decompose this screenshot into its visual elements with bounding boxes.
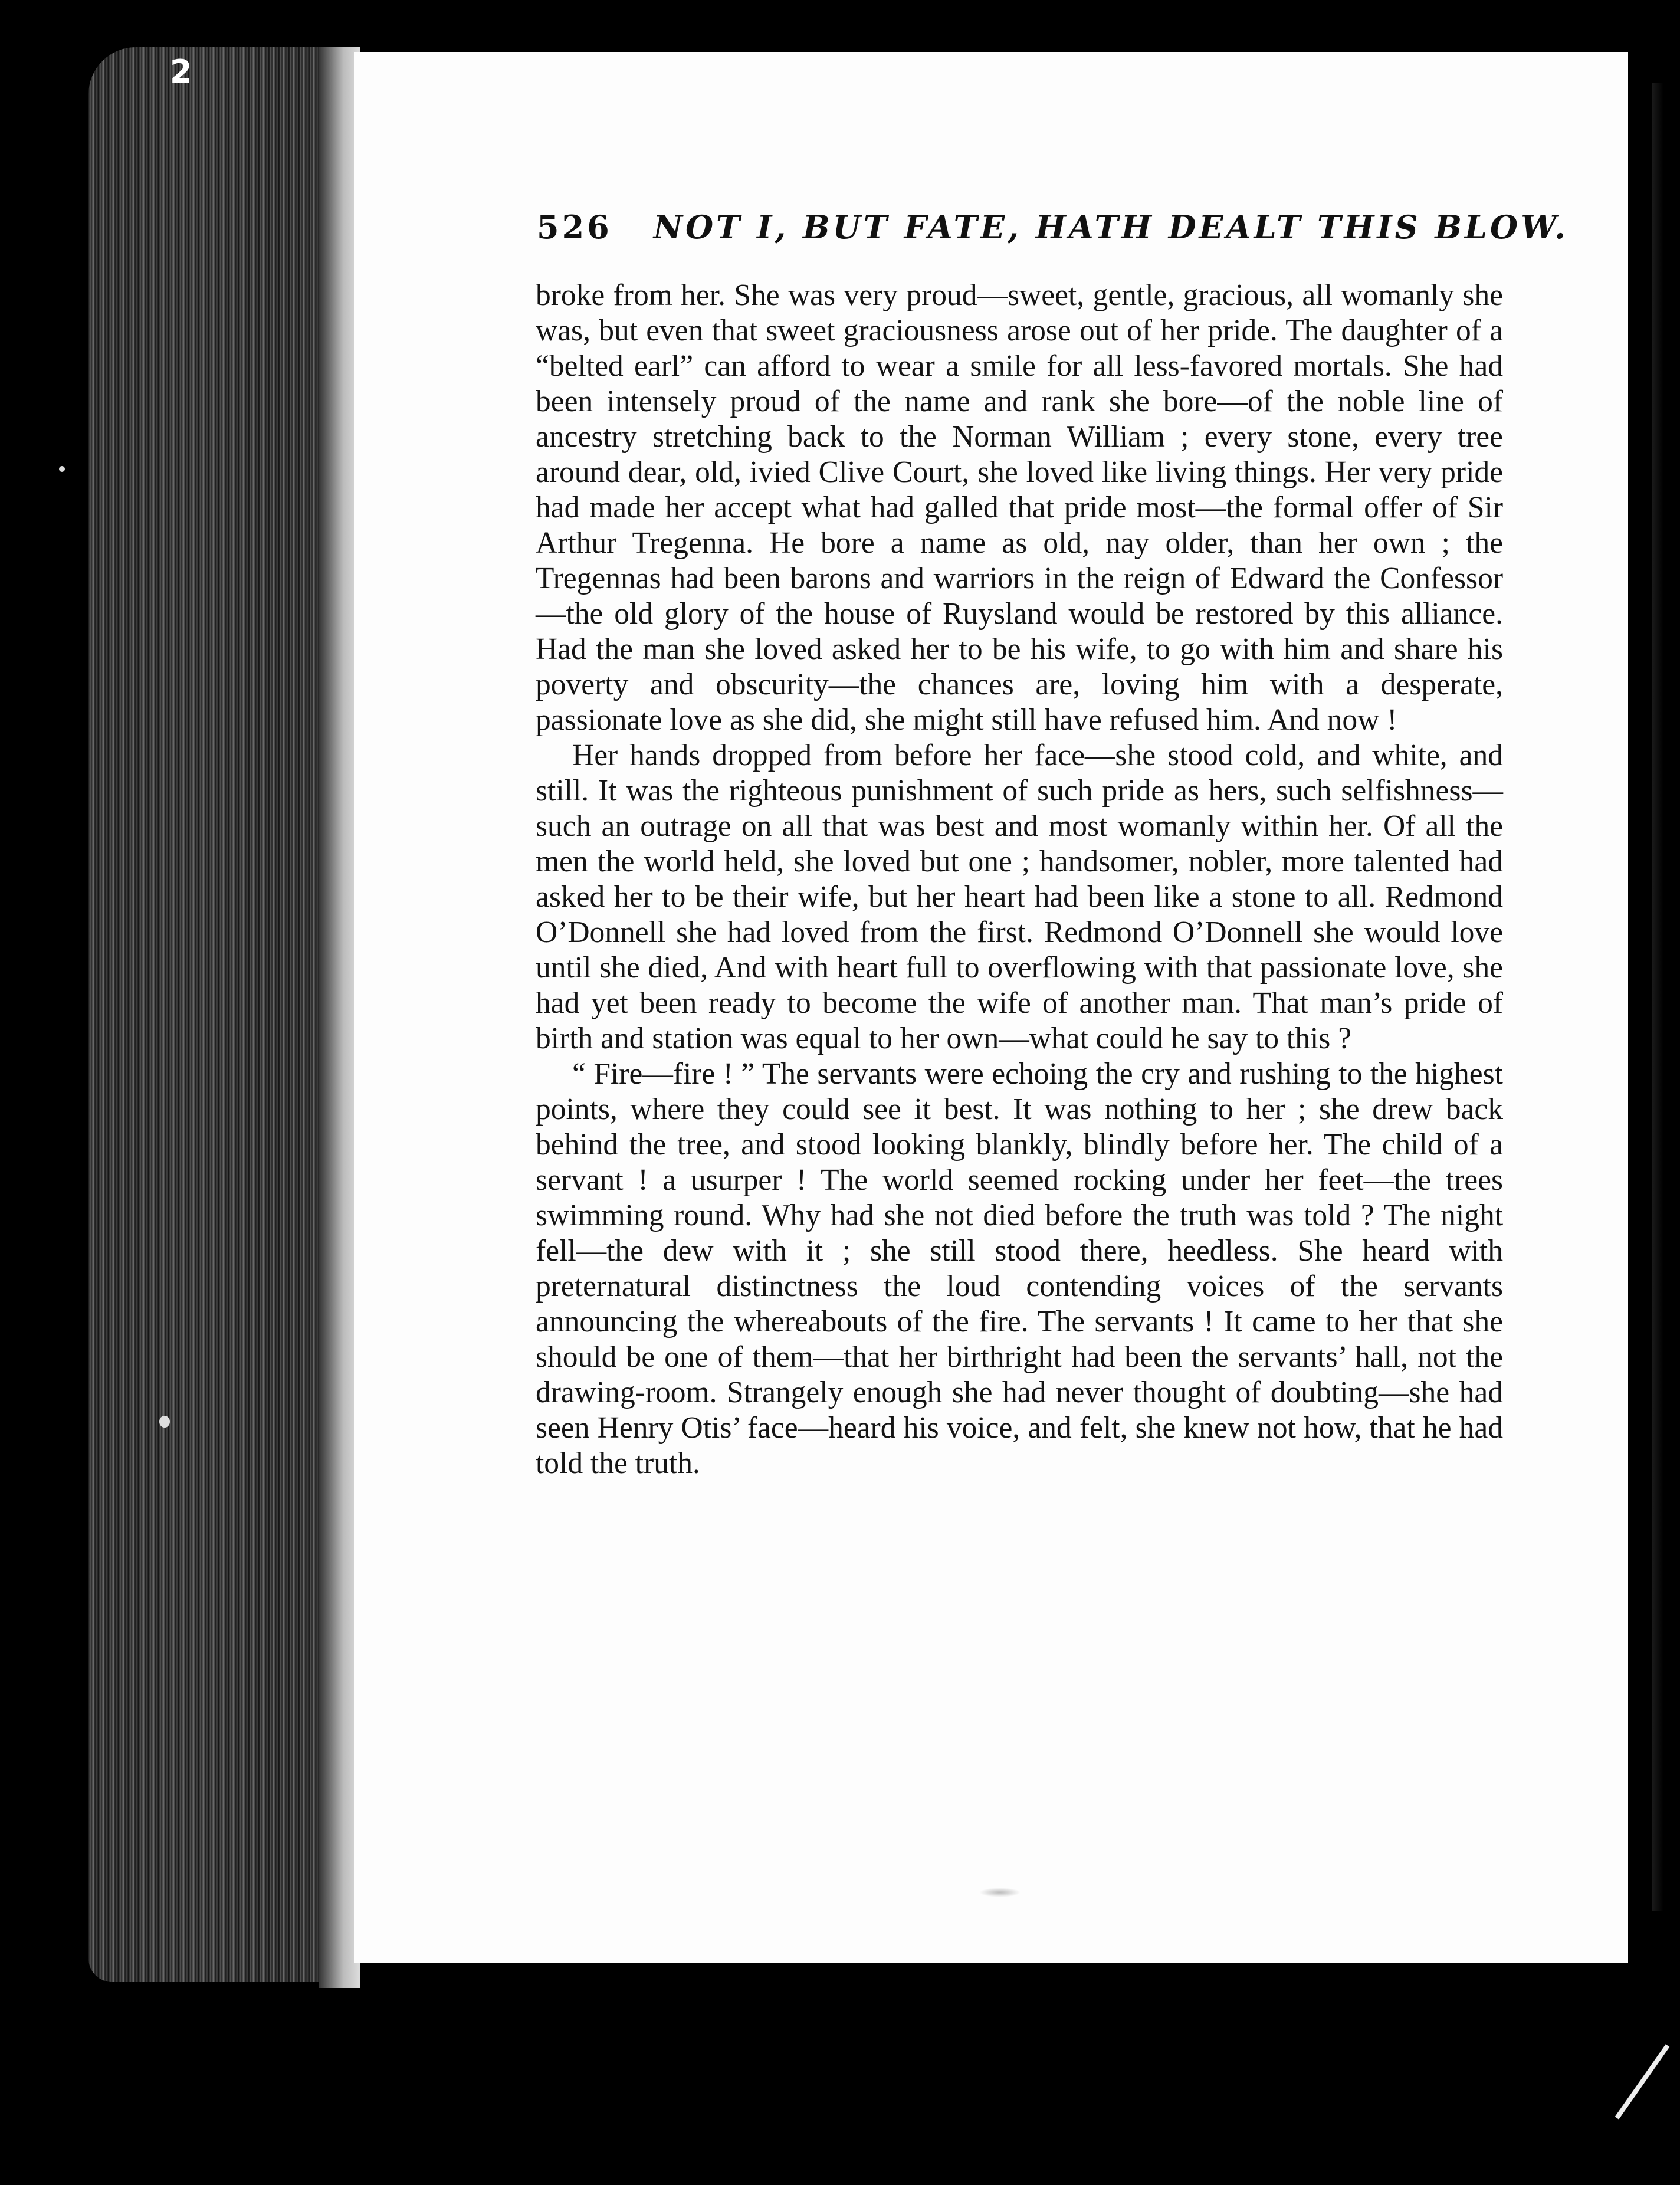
paragraph: Her hands dropped from before her face—she stood cold, and white, and still. It was the righteous punishment of such pride as hers, such selfishness—such an outrage on all that was best and most womanly within her. Of all the men the world held, she loved but one ; handsomer, nobler, more talented had asked her to be their wife, but her heart had been like a stone to all. Redmond O’Donnell she had loved from the first. Redmond O’Donnell she would love until she died, And with heart full to overflowing with that passionate love, she had yet been ready to become the wife of another man. That man’s pride of birth and station was equal to her own—what could he say to this ? xyxy=(536,739,1503,1055)
corner-mark xyxy=(1615,2044,1670,2119)
body-text xyxy=(536,278,1503,1481)
scan-mark: 2 xyxy=(170,53,192,90)
page-number: 526 xyxy=(537,208,612,246)
page-block-edges xyxy=(88,47,348,1982)
running-header xyxy=(537,208,1599,246)
running-title: NOT I, BUT FATE, HATH DEALT THIS BLOW. xyxy=(653,208,1569,246)
dust-speck xyxy=(59,466,65,472)
paragraph: broke from her. She was very proud—sweet, gentle, gracious, all womanly she was, but even that sweet graciousness arose out of her pride. The daughter of a “belted earl” can afford to wear a smile for all less-favored mortals. She had been intensely proud of the name and rank she bore—of the noble line of ancestry stretching back to the Norman William ; every stone, every tree around dear, old, ivied Clive Court, she loved like living things. Her very pride had made her accept what had galled that pride most—the formal offer of Sir Arthur Tregenna. He bore a name as old, nay older, than her own ; the Tregennas had been barons and warriors in the reign of Edward the Confessor—the old glory of the house of Ruysland would be restored by this alliance. Had the man she loved asked her to be his wife, to go with him and share his poverty and obscurity—the chances are, loving him with a desperate, passionate love as she did, she might still have refused him. And now ! xyxy=(536,278,1503,737)
ink-smudge xyxy=(979,1888,1021,1897)
paragraph: “ Fire—fire ! ” The servants were echoing the cry and rushing to the highest points, where they could see it best. It was nothing to her ; she drew back behind the tree, and stood looking blankly, blindly before her. The child of a servant ! a usurper ! The world seemed rocking under her feet—the trees swimming round. Why had she not died before the truth was told ? The night fell—the dew with it ; she still stood there, heedless. She heard with preternatural distinctness the loud contending voices of the servants announcing the whereabouts of the fire. The servants ! It came to her that she should be one of them—that her birthright had been the servants’ hall, not the drawing-room. Strangely enough she had never thought of doubting—she had seen Henry Otis’ face—heard his voice, and felt, she knew not how, that he had told the truth. xyxy=(536,1057,1503,1480)
dust-speck xyxy=(159,1416,170,1428)
printed-page xyxy=(354,52,1628,1963)
binding-edge xyxy=(0,0,88,2185)
right-page-edge xyxy=(1628,83,1680,1911)
